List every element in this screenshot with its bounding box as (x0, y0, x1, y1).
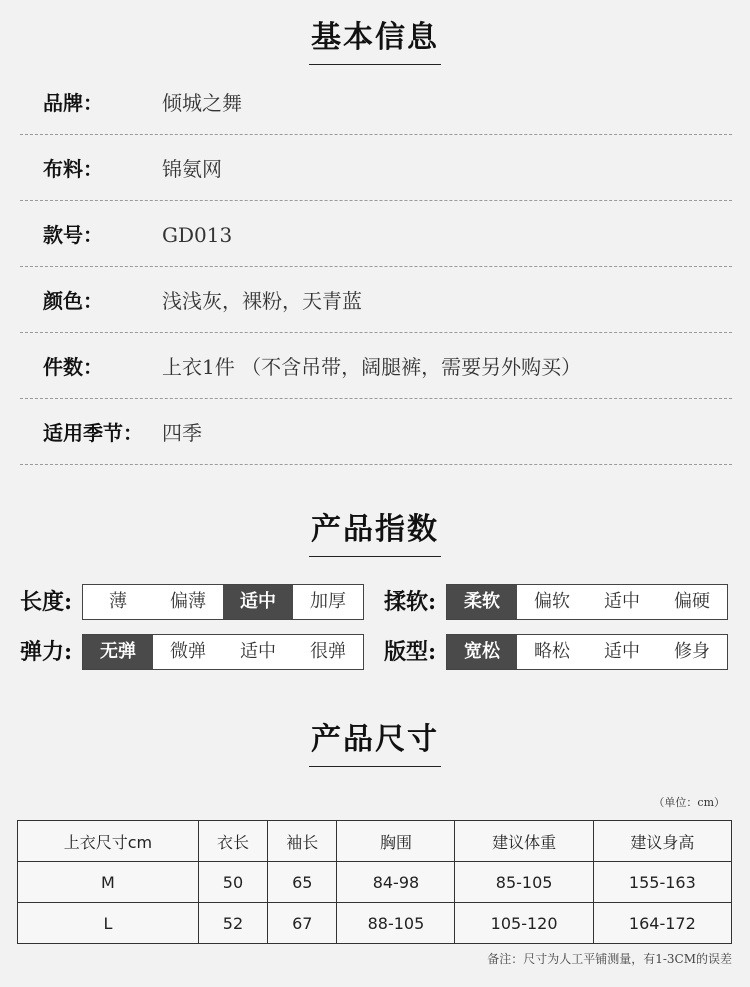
fit-option: 修身 (674, 641, 710, 662)
length-option: 加厚 (310, 591, 346, 612)
table-header-cell: 胸围 (337, 821, 455, 862)
info-label: 颜色： (43, 289, 103, 313)
elasticity-option: 适中 (240, 641, 276, 662)
size-table (17, 820, 732, 944)
elasticity-scale (82, 634, 364, 670)
table-cell: 52 (198, 903, 267, 944)
info-label: 适用季节： (43, 421, 143, 445)
fit-scale (446, 634, 728, 670)
softness-option: 偏软 (534, 591, 570, 612)
table-cell: M (18, 862, 199, 903)
softness-option: 适中 (604, 591, 640, 612)
info-row-fabric (20, 134, 732, 201)
info-label: 款号： (43, 223, 103, 247)
table-cell: 85-105 (455, 862, 593, 903)
fit-option: 适中 (604, 641, 640, 662)
length-option: 偏薄 (170, 591, 206, 612)
info-value: 浅浅灰，裸粉，天青蓝 (162, 289, 362, 313)
info-value: GD013 (162, 223, 233, 247)
unit-note: （单位：cm） (653, 796, 725, 809)
table-row (18, 862, 732, 903)
table-cell: 155-163 (593, 862, 731, 903)
info-row-color (20, 266, 732, 333)
table-header-row (18, 821, 732, 862)
table-cell: 84-98 (337, 862, 455, 903)
info-row-pieces (20, 332, 732, 399)
indices-title: 产品指数 (0, 504, 750, 557)
elasticity-option: 微弹 (170, 641, 206, 662)
info-value: 上衣1件 （不含吊带，阔腿裤，需要另外购买） (162, 355, 582, 379)
info-label: 布料： (43, 157, 103, 181)
info-label: 件数： (43, 355, 103, 379)
elasticity-label: 弹力: (20, 639, 73, 665)
table-header-cell: 建议身高 (593, 821, 731, 862)
table-header-cell: 衣长 (198, 821, 267, 862)
length-option: 薄 (109, 591, 127, 612)
info-label: 品牌： (43, 91, 103, 115)
table-cell: 105-120 (455, 903, 593, 944)
measurement-note: 备注：尺寸为人工平铺测量，有1-3CM的误差 (487, 952, 732, 966)
table-cell: 67 (268, 903, 337, 944)
fit-label: 版型: (384, 639, 437, 665)
softness-option: 柔软 (447, 585, 517, 619)
size-title: 产品尺寸 (0, 714, 750, 767)
softness-scale (446, 584, 728, 620)
fit-option: 宽松 (447, 635, 517, 669)
table-cell: L (18, 903, 199, 944)
elasticity-option: 无弹 (83, 635, 153, 669)
basic-info-title: 基本信息 (0, 12, 750, 65)
table-header-cell: 建议体重 (455, 821, 593, 862)
length-label: 长度: (20, 589, 73, 615)
softness-option: 偏硬 (674, 591, 710, 612)
softness-label: 揉软: (384, 589, 437, 615)
info-value: 倾城之舞 (162, 91, 242, 115)
table-header-cell: 上衣尺寸cm (18, 821, 199, 862)
elasticity-option: 很弹 (310, 641, 346, 662)
table-cell: 164-172 (593, 903, 731, 944)
table-row (18, 903, 732, 944)
info-row-brand (20, 68, 732, 135)
table-cell: 88-105 (337, 903, 455, 944)
table-cell: 50 (198, 862, 267, 903)
info-row-season (20, 398, 732, 465)
length-option: 适中 (223, 585, 293, 619)
length-scale (82, 584, 364, 620)
fit-option: 略松 (534, 641, 570, 662)
table-cell: 65 (268, 862, 337, 903)
info-value: 锦氨网 (162, 157, 222, 181)
info-value: 四季 (162, 421, 202, 445)
info-row-style-no (20, 200, 732, 267)
table-header-cell: 袖长 (268, 821, 337, 862)
